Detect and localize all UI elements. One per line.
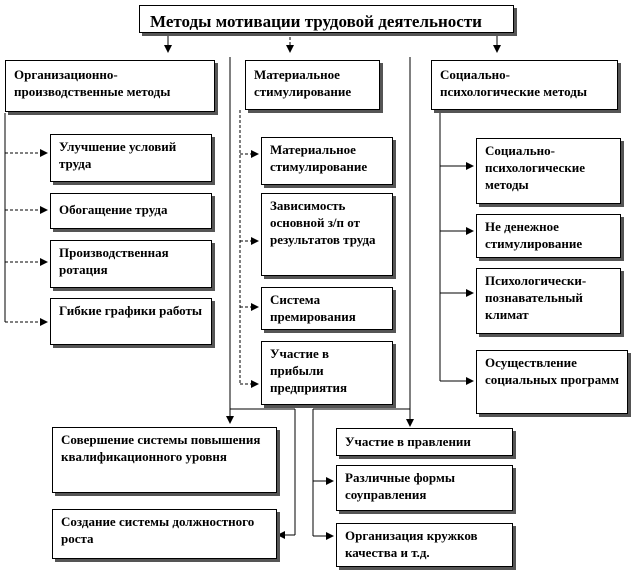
header-social: Социально-психологические методы [431, 60, 618, 110]
right-item-4: Осуществление социальных программ [476, 350, 628, 414]
bottom-left-item-2: Создание системы должностного роста [52, 509, 277, 559]
bottom-right-item-2: Различные формы соуправления [336, 465, 513, 511]
left-item-4: Гибкие графики работы [50, 298, 212, 345]
center-item-3: Система премирования [261, 287, 393, 330]
left-item-3: Производственная ротация [50, 240, 212, 288]
bottom-left-item-1: Совершение системы повышения квалификационного уровня [52, 427, 277, 493]
left-item-2: Обогащение труда [50, 193, 212, 229]
bottom-right-item-3: Организация кружков качества и т.д. [336, 523, 513, 567]
left-item-1: Улучшение условий труда [50, 134, 212, 182]
center-item-4: Участие в прибыли предприятия [261, 341, 393, 405]
header-organizational: Организационно-производственные методы [5, 60, 215, 112]
center-item-2: Зависимость основной з/п от результатов труда [261, 193, 393, 276]
right-item-1: Социально-психологические методы [476, 138, 621, 204]
center-item-1: Материальное стимулирование [261, 137, 393, 185]
header-material: Материальное стимулирование [245, 60, 380, 110]
bottom-right-item-1: Участие в правлении [336, 428, 513, 456]
right-item-3: Психологически-познавательный климат [476, 268, 621, 334]
diagram-title: Методы мотивации трудовой деятельности [139, 5, 514, 33]
right-item-2: Не денежное стимулирование [476, 214, 621, 258]
